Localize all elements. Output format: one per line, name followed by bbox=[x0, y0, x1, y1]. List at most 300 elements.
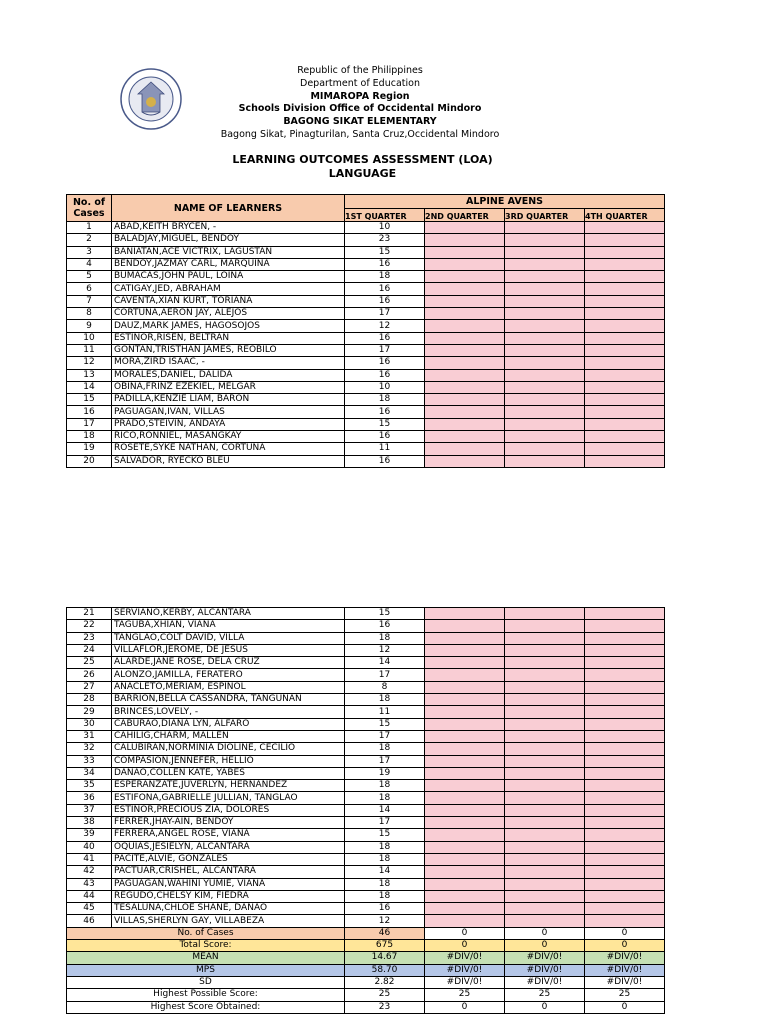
table-row bbox=[67, 222, 665, 234]
summary-quarter-2: #DIV/0! bbox=[425, 976, 505, 988]
summary-row bbox=[67, 952, 665, 964]
quarter-1-score: 18 bbox=[345, 271, 425, 283]
case-number: 42 bbox=[67, 866, 112, 878]
quarter-2-score-empty bbox=[425, 222, 505, 234]
quarter-1-score: 18 bbox=[345, 878, 425, 890]
quarter-1-score: 17 bbox=[345, 730, 425, 742]
quarter-3-score-empty bbox=[505, 829, 585, 841]
learner-name: OBINA,FRINZ EZEKIEL, MELGAR bbox=[112, 381, 345, 393]
quarter-1-score: 15 bbox=[345, 829, 425, 841]
quarter-4-score-empty bbox=[585, 792, 665, 804]
learner-name: SALVADOR, RYECKO BLEU bbox=[112, 455, 345, 467]
quarter-3-score-empty bbox=[505, 258, 585, 270]
quarter-4-score-empty bbox=[585, 878, 665, 890]
summary-row bbox=[67, 927, 665, 939]
quarter-2-score-empty bbox=[425, 804, 505, 816]
learner-name: TANGLAO,COLT DAVID, VILLA bbox=[112, 632, 345, 644]
quarter-4-score-empty bbox=[585, 394, 665, 406]
quarter-1-score: 16 bbox=[345, 406, 425, 418]
learner-name: BARRION,BELLA CASSANDRA, TANGUNAN bbox=[112, 694, 345, 706]
learner-name: BENDOY,JAZMAY CARL, MARQUINA bbox=[112, 258, 345, 270]
quarter-2-score-empty bbox=[425, 681, 505, 693]
quarter-2-score-empty bbox=[425, 890, 505, 902]
learner-name: BANIATAN,ACE VICTRIX, LAGUSTAN bbox=[112, 246, 345, 258]
quarter-4-score-empty bbox=[585, 829, 665, 841]
quarter-2-score-empty bbox=[425, 743, 505, 755]
case-number: 41 bbox=[67, 853, 112, 865]
summary-quarter-2: 0 bbox=[425, 940, 505, 952]
case-number: 40 bbox=[67, 841, 112, 853]
table-row bbox=[67, 620, 665, 632]
quarter-2-score-empty bbox=[425, 258, 505, 270]
header-section: ALPINE AVENS bbox=[345, 195, 665, 209]
learner-name: ESTINOR,PRECIOUS ZIA, DOLORES bbox=[112, 804, 345, 816]
learner-name: ESTINOR,RISEN, BELTRAN bbox=[112, 332, 345, 344]
header-quarter-3: 3RD QUARTER bbox=[505, 209, 585, 222]
case-number: 37 bbox=[67, 804, 112, 816]
quarter-4-score-empty bbox=[585, 246, 665, 258]
quarter-2-score-empty bbox=[425, 394, 505, 406]
case-number: 4 bbox=[67, 258, 112, 270]
case-number: 24 bbox=[67, 644, 112, 656]
quarter-2-score-empty bbox=[425, 431, 505, 443]
table-row bbox=[67, 792, 665, 804]
summary-quarter-3: 25 bbox=[505, 989, 585, 1001]
learner-name: CATIGAY,JED, ABRAHAM bbox=[112, 283, 345, 295]
case-number: 20 bbox=[67, 455, 112, 467]
summary-quarter-4: 0 bbox=[585, 927, 665, 939]
quarter-3-score-empty bbox=[505, 283, 585, 295]
table-row bbox=[67, 320, 665, 332]
table-row bbox=[67, 258, 665, 270]
quarter-3-score-empty bbox=[505, 418, 585, 430]
table-row bbox=[67, 632, 665, 644]
quarter-1-score: 15 bbox=[345, 718, 425, 730]
title-line-2: LANGUAGE bbox=[328, 167, 397, 180]
case-number: 11 bbox=[67, 344, 112, 356]
quarter-1-score: 16 bbox=[345, 332, 425, 344]
quarter-1-score: 17 bbox=[345, 755, 425, 767]
quarter-4-score-empty bbox=[585, 443, 665, 455]
learner-name: VILLAFLOR,JEROME, DE JESUS bbox=[112, 644, 345, 656]
quarter-3-score-empty bbox=[505, 620, 585, 632]
summary-quarter-2: #DIV/0! bbox=[425, 952, 505, 964]
quarter-2-score-empty bbox=[425, 853, 505, 865]
scores-table-page-1 bbox=[66, 194, 665, 468]
case-number: 14 bbox=[67, 381, 112, 393]
quarter-2-score-empty bbox=[425, 332, 505, 344]
table-row bbox=[67, 246, 665, 258]
quarter-3-score-empty bbox=[505, 657, 585, 669]
quarter-4-score-empty bbox=[585, 657, 665, 669]
quarter-1-score: 18 bbox=[345, 890, 425, 902]
quarter-1-score: 17 bbox=[345, 817, 425, 829]
quarter-2-score-empty bbox=[425, 344, 505, 356]
table-row bbox=[67, 804, 665, 816]
quarter-3-score-empty bbox=[505, 915, 585, 927]
table-row bbox=[67, 890, 665, 902]
table-row bbox=[67, 755, 665, 767]
summary-quarter-2: 25 bbox=[425, 989, 505, 1001]
learner-name: ALONZO,JAMILLA, FERATERO bbox=[112, 669, 345, 681]
summary-quarter-2: #DIV/0! bbox=[425, 964, 505, 976]
quarter-3-score-empty bbox=[505, 455, 585, 467]
case-number: 39 bbox=[67, 829, 112, 841]
case-number: 29 bbox=[67, 706, 112, 718]
table-row bbox=[67, 657, 665, 669]
summary-quarter-1: 23 bbox=[345, 1001, 425, 1013]
learner-name: RICO,RONNIEL, MASANGKAY bbox=[112, 431, 345, 443]
summary-quarter-4: 0 bbox=[585, 940, 665, 952]
table-row bbox=[67, 866, 665, 878]
quarter-2-score-empty bbox=[425, 730, 505, 742]
quarter-4-score-empty bbox=[585, 767, 665, 779]
department-line: Department of Education bbox=[300, 77, 420, 89]
case-number: 25 bbox=[67, 657, 112, 669]
quarter-3-score-empty bbox=[505, 320, 585, 332]
quarter-3-score-empty bbox=[505, 332, 585, 344]
quarter-1-score: 16 bbox=[345, 369, 425, 381]
quarter-2-score-empty bbox=[425, 357, 505, 369]
quarter-1-score: 12 bbox=[345, 320, 425, 332]
summary-quarter-3: #DIV/0! bbox=[505, 964, 585, 976]
table-row bbox=[67, 853, 665, 865]
learner-name: FERRERA,ANGEL ROSE, VIANA bbox=[112, 829, 345, 841]
quarter-1-score: 15 bbox=[345, 608, 425, 620]
quarter-4-score-empty bbox=[585, 743, 665, 755]
header-quarter-4: 4TH QUARTER bbox=[585, 209, 665, 222]
quarter-2-score-empty bbox=[425, 780, 505, 792]
quarter-1-score: 18 bbox=[345, 394, 425, 406]
quarter-4-score-empty bbox=[585, 357, 665, 369]
quarter-3-score-empty bbox=[505, 730, 585, 742]
case-number: 9 bbox=[67, 320, 112, 332]
case-number: 26 bbox=[67, 669, 112, 681]
learner-name: ROSETE,SYKE NATHAN, CORTUNA bbox=[112, 443, 345, 455]
summary-quarter-2: 0 bbox=[425, 1001, 505, 1013]
learner-name: ESTIFONA,GABRIELLE JULLIAN, TANGLAO bbox=[112, 792, 345, 804]
quarter-2-score-empty bbox=[425, 829, 505, 841]
quarter-3-score-empty bbox=[505, 718, 585, 730]
summary-quarter-2: 0 bbox=[425, 927, 505, 939]
quarter-2-score-empty bbox=[425, 455, 505, 467]
quarter-2-score-empty bbox=[425, 369, 505, 381]
quarter-1-score: 18 bbox=[345, 853, 425, 865]
quarter-2-score-empty bbox=[425, 271, 505, 283]
case-number: 28 bbox=[67, 694, 112, 706]
quarter-2-score-empty bbox=[425, 718, 505, 730]
quarter-2-score-empty bbox=[425, 608, 505, 620]
quarter-3-score-empty bbox=[505, 841, 585, 853]
table-row bbox=[67, 295, 665, 307]
case-number: 8 bbox=[67, 308, 112, 320]
quarter-4-score-empty bbox=[585, 620, 665, 632]
summary-quarter-4: #DIV/0! bbox=[585, 964, 665, 976]
learner-name: FERRER,JHAY-AIN, BENDOY bbox=[112, 817, 345, 829]
quarter-4-score-empty bbox=[585, 295, 665, 307]
learner-name: TAGUBA,XHIAN, VIANA bbox=[112, 620, 345, 632]
quarter-3-score-empty bbox=[505, 308, 585, 320]
table-row bbox=[67, 357, 665, 369]
quarter-1-score: 16 bbox=[345, 258, 425, 270]
summary-row bbox=[67, 989, 665, 1001]
summary-quarter-4: #DIV/0! bbox=[585, 976, 665, 988]
quarter-1-score: 23 bbox=[345, 234, 425, 246]
quarter-3-score-empty bbox=[505, 792, 585, 804]
quarter-4-score-empty bbox=[585, 841, 665, 853]
case-number: 10 bbox=[67, 332, 112, 344]
case-number: 27 bbox=[67, 681, 112, 693]
table-row bbox=[67, 780, 665, 792]
learner-name: CAVENTA,XIAN KURT, TORIANA bbox=[112, 295, 345, 307]
address-line: Bagong Sikat, Pinagturilan, Santa Cruz,Occidental Mindoro bbox=[220, 128, 500, 140]
quarter-1-score: 19 bbox=[345, 767, 425, 779]
quarter-4-score-empty bbox=[585, 669, 665, 681]
table-row bbox=[67, 344, 665, 356]
quarter-2-score-empty bbox=[425, 620, 505, 632]
quarter-3-score-empty bbox=[505, 344, 585, 356]
table-row bbox=[67, 283, 665, 295]
quarter-3-score-empty bbox=[505, 853, 585, 865]
quarter-1-score: 15 bbox=[345, 246, 425, 258]
quarter-1-score: 17 bbox=[345, 308, 425, 320]
case-number: 34 bbox=[67, 767, 112, 779]
quarter-4-score-empty bbox=[585, 344, 665, 356]
quarter-3-score-empty bbox=[505, 271, 585, 283]
quarter-4-score-empty bbox=[585, 222, 665, 234]
quarter-4-score-empty bbox=[585, 755, 665, 767]
quarter-1-score: 15 bbox=[345, 418, 425, 430]
quarter-4-score-empty bbox=[585, 681, 665, 693]
quarter-1-score: 16 bbox=[345, 283, 425, 295]
quarter-3-score-empty bbox=[505, 431, 585, 443]
document-title bbox=[150, 153, 575, 181]
summary-quarter-3: #DIV/0! bbox=[505, 952, 585, 964]
summary-quarter-1: 46 bbox=[345, 927, 425, 939]
summary-label: MEAN bbox=[67, 952, 345, 964]
summary-quarter-4: 25 bbox=[585, 989, 665, 1001]
quarter-2-score-empty bbox=[425, 669, 505, 681]
quarter-1-score: 17 bbox=[345, 669, 425, 681]
quarter-4-score-empty bbox=[585, 866, 665, 878]
summary-quarter-3: #DIV/0! bbox=[505, 976, 585, 988]
case-number: 1 bbox=[67, 222, 112, 234]
learner-name: CORTUNA,AERON JAY, ALEJOS bbox=[112, 308, 345, 320]
quarter-1-score: 14 bbox=[345, 866, 425, 878]
table-row bbox=[67, 308, 665, 320]
quarter-3-score-empty bbox=[505, 755, 585, 767]
learner-name: PACITE,ALVIE, GONZALES bbox=[112, 853, 345, 865]
quarter-1-score: 16 bbox=[345, 431, 425, 443]
case-number: 35 bbox=[67, 780, 112, 792]
quarter-4-score-empty bbox=[585, 258, 665, 270]
quarter-2-score-empty bbox=[425, 418, 505, 430]
quarter-3-score-empty bbox=[505, 706, 585, 718]
summary-row bbox=[67, 976, 665, 988]
quarter-4-score-empty bbox=[585, 332, 665, 344]
summary-quarter-4: 0 bbox=[585, 1001, 665, 1013]
table-row bbox=[67, 718, 665, 730]
learner-name: DANAO,COLLEN KATE, YABES bbox=[112, 767, 345, 779]
quarter-1-score: 14 bbox=[345, 657, 425, 669]
quarter-3-score-empty bbox=[505, 694, 585, 706]
case-number: 30 bbox=[67, 718, 112, 730]
quarter-2-score-empty bbox=[425, 841, 505, 853]
learner-name: COMPASION,JENNEFER, HELLIO bbox=[112, 755, 345, 767]
case-number: 21 bbox=[67, 608, 112, 620]
quarter-3-score-empty bbox=[505, 381, 585, 393]
summary-quarter-1: 25 bbox=[345, 989, 425, 1001]
summary-label: Total Score: bbox=[67, 940, 345, 952]
table-row bbox=[67, 443, 665, 455]
case-number: 18 bbox=[67, 431, 112, 443]
quarter-1-score: 10 bbox=[345, 381, 425, 393]
table-row bbox=[67, 431, 665, 443]
summary-label: Highest Possible Score: bbox=[67, 989, 345, 1001]
quarter-2-score-empty bbox=[425, 234, 505, 246]
quarter-4-score-empty bbox=[585, 644, 665, 656]
learner-name: TESALUNA,CHLOE SHANE, DANAO bbox=[112, 903, 345, 915]
table-row bbox=[67, 271, 665, 283]
case-number: 15 bbox=[67, 394, 112, 406]
quarter-2-score-empty bbox=[425, 657, 505, 669]
quarter-4-score-empty bbox=[585, 608, 665, 620]
learner-name: VILLAS,SHERLYN GAY, VILLABEZA bbox=[112, 915, 345, 927]
learner-name: PACTUAR,CRISHEL, ALCANTARA bbox=[112, 866, 345, 878]
header-no-of-cases: No. of Cases bbox=[67, 195, 112, 222]
quarter-3-score-empty bbox=[505, 890, 585, 902]
quarter-2-score-empty bbox=[425, 878, 505, 890]
quarter-4-score-empty bbox=[585, 817, 665, 829]
quarter-2-score-empty bbox=[425, 246, 505, 258]
table-row bbox=[67, 381, 665, 393]
learner-name: CAHILIG,CHARM, MALLEN bbox=[112, 730, 345, 742]
case-number: 38 bbox=[67, 817, 112, 829]
quarter-2-score-empty bbox=[425, 792, 505, 804]
case-number: 23 bbox=[67, 632, 112, 644]
table-row bbox=[67, 644, 665, 656]
case-number: 31 bbox=[67, 730, 112, 742]
learner-name: REGUDO,CHELSY KIM, FIEDRA bbox=[112, 890, 345, 902]
case-number: 36 bbox=[67, 792, 112, 804]
table-row bbox=[67, 332, 665, 344]
quarter-2-score-empty bbox=[425, 866, 505, 878]
scores-table-page-2 bbox=[66, 607, 665, 1014]
quarter-2-score-empty bbox=[425, 915, 505, 927]
quarter-4-score-empty bbox=[585, 718, 665, 730]
quarter-1-score: 18 bbox=[345, 780, 425, 792]
quarter-4-score-empty bbox=[585, 804, 665, 816]
table-row bbox=[67, 767, 665, 779]
summary-row bbox=[67, 964, 665, 976]
summary-quarter-3: 0 bbox=[505, 927, 585, 939]
quarter-2-score-empty bbox=[425, 755, 505, 767]
quarter-1-score: 18 bbox=[345, 694, 425, 706]
learner-name: ALARDE,JANE ROSE, DELA CRUZ bbox=[112, 657, 345, 669]
case-number: 7 bbox=[67, 295, 112, 307]
table-row bbox=[67, 829, 665, 841]
case-number: 22 bbox=[67, 620, 112, 632]
quarter-1-score: 17 bbox=[345, 344, 425, 356]
quarter-2-score-empty bbox=[425, 320, 505, 332]
quarter-2-score-empty bbox=[425, 632, 505, 644]
quarter-3-score-empty bbox=[505, 443, 585, 455]
quarter-3-score-empty bbox=[505, 357, 585, 369]
quarter-4-score-empty bbox=[585, 632, 665, 644]
quarter-1-score: 11 bbox=[345, 706, 425, 718]
quarter-1-score: 12 bbox=[345, 644, 425, 656]
quarter-4-score-empty bbox=[585, 418, 665, 430]
quarter-4-score-empty bbox=[585, 455, 665, 467]
quarter-3-score-empty bbox=[505, 780, 585, 792]
header-quarter-2: 2ND QUARTER bbox=[425, 209, 505, 222]
quarter-3-score-empty bbox=[505, 767, 585, 779]
table-row bbox=[67, 369, 665, 381]
table-row bbox=[67, 817, 665, 829]
quarter-1-score: 16 bbox=[345, 903, 425, 915]
case-number: 33 bbox=[67, 755, 112, 767]
quarter-2-score-empty bbox=[425, 903, 505, 915]
quarter-2-score-empty bbox=[425, 694, 505, 706]
case-number: 6 bbox=[67, 283, 112, 295]
case-number: 3 bbox=[67, 246, 112, 258]
case-number: 46 bbox=[67, 915, 112, 927]
table-row bbox=[67, 730, 665, 742]
summary-quarter-1: 14.67 bbox=[345, 952, 425, 964]
quarter-3-score-empty bbox=[505, 866, 585, 878]
quarter-4-score-empty bbox=[585, 431, 665, 443]
quarter-1-score: 12 bbox=[345, 915, 425, 927]
table-row bbox=[67, 455, 665, 467]
learner-name: OQUIAS,JESIELYN, ALCANTARA bbox=[112, 841, 345, 853]
quarter-3-score-empty bbox=[505, 222, 585, 234]
document-header bbox=[150, 65, 570, 142]
header-quarter-1: 1ST QUARTER bbox=[345, 209, 425, 222]
republic-line: Republic of the Philippines bbox=[297, 65, 423, 76]
quarter-3-score-empty bbox=[505, 632, 585, 644]
quarter-2-score-empty bbox=[425, 767, 505, 779]
case-number: 12 bbox=[67, 357, 112, 369]
quarter-1-score: 14 bbox=[345, 804, 425, 816]
learner-name: PAGUAGAN,WAHINI YUMIE, VIAÑA bbox=[112, 878, 345, 890]
quarter-3-score-empty bbox=[505, 394, 585, 406]
learner-name: CALUBIRAN,NORMINIA DIOLINE, CECILIO bbox=[112, 743, 345, 755]
quarter-1-score: 16 bbox=[345, 295, 425, 307]
case-number: 44 bbox=[67, 890, 112, 902]
quarter-2-score-empty bbox=[425, 308, 505, 320]
quarter-1-score: 8 bbox=[345, 681, 425, 693]
quarter-4-score-empty bbox=[585, 903, 665, 915]
quarter-2-score-empty bbox=[425, 443, 505, 455]
quarter-1-score: 11 bbox=[345, 443, 425, 455]
region-line: MIMAROPA Region bbox=[310, 90, 410, 102]
quarter-4-score-empty bbox=[585, 780, 665, 792]
case-number: 2 bbox=[67, 234, 112, 246]
quarter-4-score-empty bbox=[585, 381, 665, 393]
table-row bbox=[67, 743, 665, 755]
quarter-2-score-empty bbox=[425, 381, 505, 393]
table-row bbox=[67, 841, 665, 853]
learner-name: PADILLA,KENZIE LIAM, BARON bbox=[112, 394, 345, 406]
quarter-1-score: 16 bbox=[345, 620, 425, 632]
case-number: 43 bbox=[67, 878, 112, 890]
quarter-4-score-empty bbox=[585, 915, 665, 927]
quarter-2-score-empty bbox=[425, 817, 505, 829]
learner-name: DAUZ,MARK JAMES, HAGOSOJOS bbox=[112, 320, 345, 332]
summary-quarter-1: 675 bbox=[345, 940, 425, 952]
learner-name: ESPERANZATE,JUVERLYN, HERNANDEZ bbox=[112, 780, 345, 792]
case-number: 45 bbox=[67, 903, 112, 915]
